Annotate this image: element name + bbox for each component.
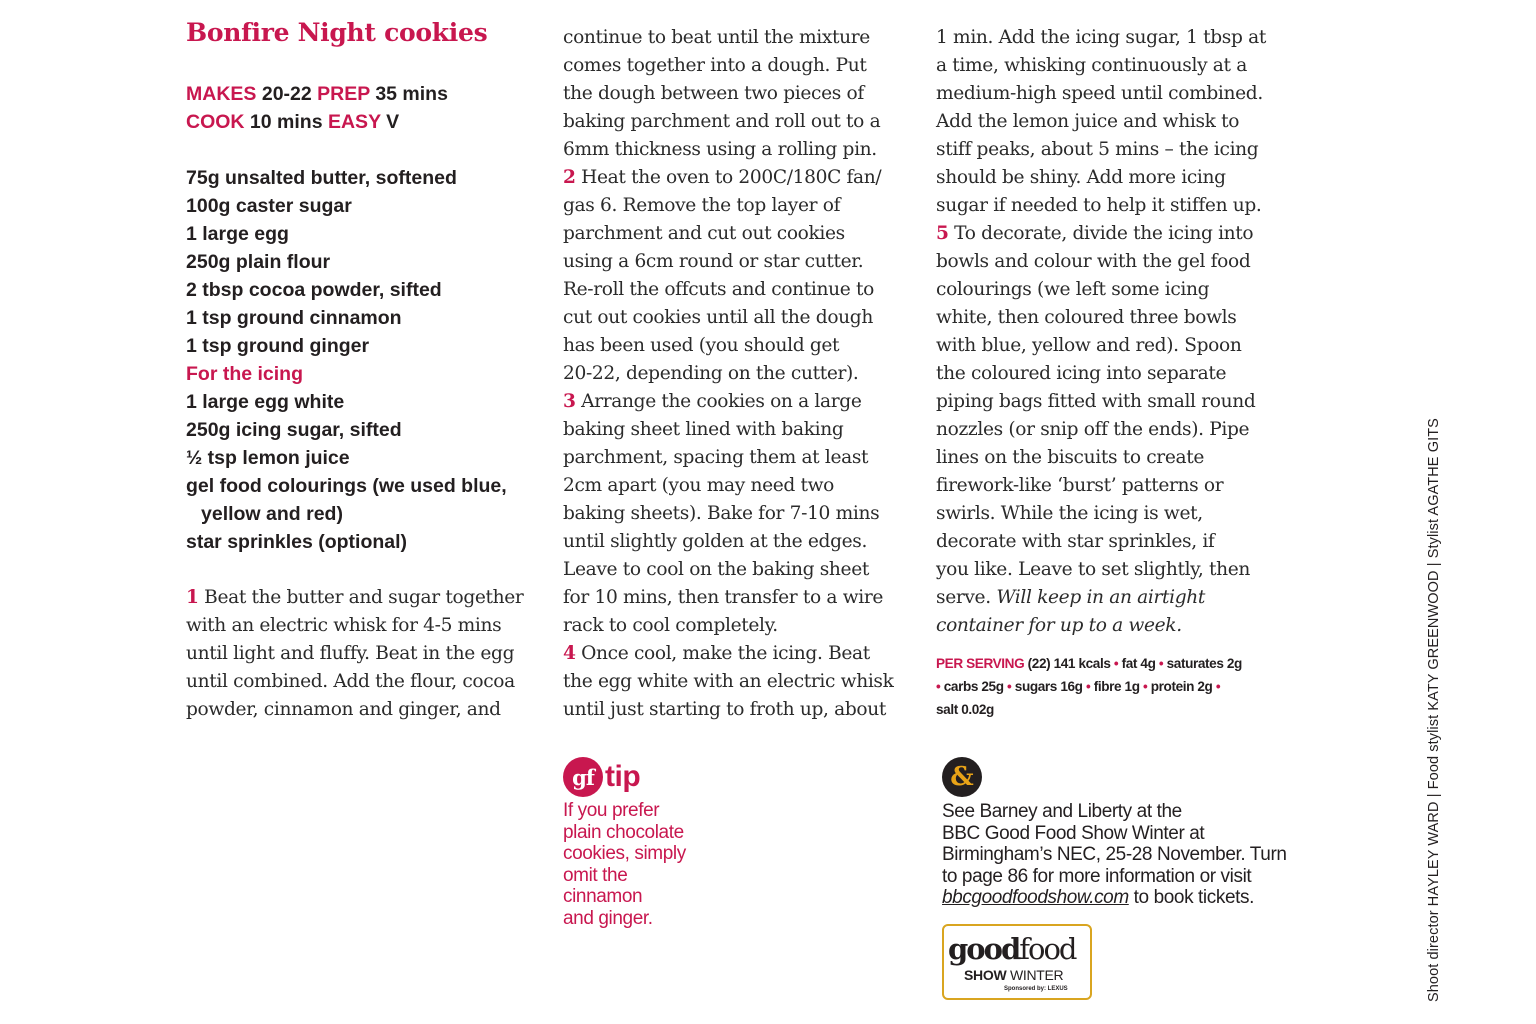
- step-number: 3: [563, 391, 576, 412]
- method-line: [936, 220, 1266, 248]
- carbs-value: carbs 25g: [943, 679, 1004, 694]
- sugars-value: sugars 16g: [1014, 679, 1083, 694]
- method-text: with blue, yellow and red). Spoon: [936, 335, 1242, 356]
- tip-line: cookies, simply: [563, 843, 686, 864]
- method-line: [936, 584, 1266, 612]
- method-column-2: [563, 24, 894, 724]
- method-line: [563, 248, 894, 276]
- recipe-title: Bonfire Night cookies: [186, 18, 488, 47]
- saturates-value: saturates 2g: [1166, 656, 1242, 671]
- ingredient-item: 250g icing sugar, sifted: [186, 419, 402, 441]
- makes-value: 20-22: [261, 83, 312, 105]
- method-line: [563, 528, 894, 556]
- method-text: the dough between two pieces of: [563, 83, 864, 104]
- ingredient-line: gel food colourings (we used blue,: [186, 475, 507, 497]
- tip-heading: tip: [605, 760, 641, 793]
- method-text: until slightly golden at the edges.: [563, 531, 868, 552]
- ampersand-badge-icon: &: [942, 757, 982, 797]
- separator-dot: •: [1113, 656, 1119, 671]
- method-column-3: [936, 24, 1266, 640]
- method-italic: container for up to a week.: [936, 615, 1182, 636]
- method-text: a time, whisking continuously at a: [936, 55, 1247, 76]
- method-text: decorate with star sprinkles, if: [936, 531, 1215, 552]
- method-italic: Will keep in an airtight: [996, 587, 1206, 608]
- method-line: [936, 24, 1266, 52]
- method-text: sugar if needed to help it stiffen up.: [936, 195, 1262, 216]
- meta-row-1: [186, 80, 448, 108]
- per-serving-label: PER SERVING: [936, 656, 1025, 671]
- method-text: parchment, spacing them at least: [563, 447, 869, 468]
- method-text: with an electric whisk for 4-5 mins: [186, 615, 502, 636]
- separator-dot: •: [1007, 679, 1012, 694]
- method-text: rack to cool completely.: [563, 615, 778, 636]
- prep-value: 35 mins: [375, 83, 448, 105]
- makes-label: MAKES: [186, 83, 257, 105]
- method-text: until combined. Add the flour, cocoa: [186, 671, 515, 692]
- method-text: 2cm apart (you may need two: [563, 475, 835, 496]
- icing-subheading: For the icing: [186, 363, 303, 385]
- protein-value: protein 2g: [1150, 679, 1213, 694]
- meta-row-2: [186, 108, 448, 136]
- method-line: [563, 192, 894, 220]
- method-text: using a 6cm round or star cutter.: [563, 251, 864, 272]
- method-line: [563, 80, 894, 108]
- ingredient-item: 250g plain flour: [186, 251, 331, 273]
- method-text: serve.: [936, 587, 997, 608]
- ingredient-item: 100g caster sugar: [186, 195, 352, 217]
- ingredient-item: 1 tsp ground ginger: [186, 335, 370, 357]
- fibre-value: fibre 1g: [1093, 679, 1140, 694]
- ingredient-item: [186, 472, 546, 528]
- method-text: Leave to cool on the baking sheet: [563, 559, 869, 580]
- ingredient-item: 1 large egg white: [186, 391, 345, 413]
- method-line: [936, 416, 1266, 444]
- show-website-link[interactable]: bbcgoodfoodshow.com: [942, 887, 1129, 908]
- method-line: [563, 108, 894, 136]
- promo-text: [942, 801, 1287, 909]
- method-text: until light and fluffy. Beat in the egg: [186, 643, 515, 664]
- method-line: [936, 388, 1266, 416]
- method-line: [936, 248, 1266, 276]
- promo-suffix: to book tickets.: [1128, 887, 1254, 908]
- method-line: [936, 304, 1266, 332]
- method-line: [936, 332, 1266, 360]
- method-text: you like. Leave to set slightly, then: [936, 559, 1250, 580]
- promo-line: See Barney and Liberty at the: [942, 801, 1182, 822]
- vegetarian-mark: V: [386, 111, 400, 133]
- method-line: [936, 556, 1266, 584]
- tip-line: and ginger.: [563, 907, 653, 929]
- tip-text: [563, 800, 686, 929]
- promo-line: BBC Good Food Show Winter at: [942, 822, 1205, 844]
- method-line: [563, 556, 894, 584]
- tip-line: cinnamon: [563, 886, 643, 907]
- method-line: [563, 220, 894, 248]
- method-text: Re-roll the offcuts and continue to: [563, 279, 874, 300]
- method-line: [563, 136, 894, 164]
- method-text: until just starting to froth up, about: [563, 699, 887, 720]
- method-line: [563, 276, 894, 304]
- method-line: [563, 640, 894, 668]
- method-text: gas 6. Remove the top layer of: [563, 195, 841, 216]
- method-line: [186, 584, 523, 612]
- method-text: bowls and colour with the gel food: [936, 251, 1251, 272]
- separator-dot: •: [1158, 656, 1164, 671]
- cook-value: 10 mins: [249, 111, 323, 133]
- method-line: [936, 52, 1266, 80]
- method-text: Heat the oven to 200C/180C fan/: [575, 167, 882, 188]
- recipe-meta: [186, 80, 448, 136]
- method-line: [563, 52, 894, 80]
- method-text: baking parchment and roll out to a: [563, 111, 881, 132]
- method-line: [936, 192, 1266, 220]
- separator-dot: •: [1215, 679, 1221, 694]
- ingredient-item: 1 large egg: [186, 223, 289, 245]
- method-column-1: [186, 584, 523, 724]
- method-line: [936, 472, 1266, 500]
- method-text: medium-high speed until combined.: [936, 83, 1263, 104]
- nutrition-line: [936, 652, 1242, 675]
- method-line: [936, 444, 1266, 472]
- ingredient-item: 75g unsalted butter, softened: [186, 167, 457, 189]
- tip-line: plain chocolate: [563, 821, 684, 843]
- method-text: cut out cookies until all the dough: [563, 307, 873, 328]
- method-text: Beat the butter and sugar together: [198, 587, 524, 608]
- method-line: [563, 696, 894, 724]
- method-line: [563, 612, 894, 640]
- step-number: 5: [936, 223, 949, 244]
- ingredient-item: ½ tsp lemon juice: [186, 447, 350, 469]
- separator-dot: •: [1085, 679, 1091, 694]
- method-text: for 10 mins, then transfer to a wire: [563, 587, 884, 608]
- promo-line: to page 86 for more information or visit: [942, 865, 1252, 887]
- method-line: [563, 388, 894, 416]
- ingredients-list: [186, 164, 546, 556]
- nutrition-line: [936, 675, 1242, 698]
- cook-label: COOK: [186, 111, 245, 133]
- method-text: should be shiny. Add more icing: [936, 167, 1226, 188]
- step-number: 4: [563, 643, 576, 664]
- logo-show-winter: [964, 967, 1063, 983]
- photo-credits: Shoot director HAYLEY WARD | Food stylist KATY GREENWOOD | Stylist AGATHE GITS: [1426, 418, 1442, 1002]
- promo-line: Birmingham’s NEC, 25-28 November. Turn: [942, 844, 1287, 865]
- logo-food: food: [1019, 932, 1076, 966]
- method-text: piping bags fitted with small round: [936, 391, 1256, 412]
- method-line: [563, 360, 894, 388]
- ingredient-item: 1 tsp ground cinnamon: [186, 307, 402, 329]
- nutrition-line: [936, 698, 1242, 721]
- method-text: has been used (you should get: [563, 335, 840, 356]
- nutrition-info: [936, 652, 1242, 721]
- method-line: [186, 612, 523, 640]
- method-text: comes together into a dough. Put: [563, 55, 867, 76]
- salt-value: salt 0.02g: [936, 702, 994, 717]
- method-line: [936, 528, 1266, 556]
- ingredient-item: star sprinkles (optional): [186, 531, 408, 553]
- ingredient-item: 2 tbsp cocoa powder, sifted: [186, 279, 442, 301]
- gf-badge-icon: gf: [563, 757, 603, 797]
- method-text: stiff peaks, about 5 mins – the icing: [936, 139, 1259, 160]
- method-line: [186, 640, 523, 668]
- logo-show: SHOW: [964, 967, 1007, 983]
- logo-sponsor: Sponsored by: LEXUS: [1004, 986, 1068, 992]
- good-food-show-logo: [942, 924, 1092, 1000]
- separator-dot: •: [936, 679, 941, 694]
- step-number: 2: [563, 167, 576, 188]
- method-text: the coloured icing into separate: [936, 363, 1227, 384]
- method-text: firework-like ‘burst’ patterns or: [936, 475, 1224, 496]
- logo-winter: WINTER: [1006, 967, 1064, 983]
- tip-header: [563, 757, 640, 797]
- method-line: [936, 136, 1266, 164]
- method-text: Once cool, make the icing. Beat: [575, 643, 870, 664]
- method-line: [186, 668, 523, 696]
- method-text: Add the lemon juice and whisk to: [936, 111, 1240, 132]
- easy-label: EASY: [327, 111, 381, 133]
- separator-dot: •: [1143, 679, 1148, 694]
- promo-line: [942, 887, 1287, 909]
- method-text: swirls. While the icing is wet,: [936, 503, 1203, 524]
- method-text: Arrange the cookies on a large: [575, 391, 862, 412]
- method-text: lines on the biscuits to create: [936, 447, 1205, 468]
- method-text: To decorate, divide the icing into: [948, 223, 1254, 244]
- method-text: parchment and cut out cookies: [563, 223, 845, 244]
- method-text: nozzles (or snip off the ends). Pipe: [936, 419, 1250, 440]
- method-text: the egg white with an electric whisk: [563, 671, 894, 692]
- method-text: baking sheet lined with baking: [563, 419, 844, 440]
- method-line: [186, 696, 523, 724]
- method-line: [563, 24, 894, 52]
- method-line: [563, 304, 894, 332]
- fat-value: fat 4g: [1121, 656, 1156, 671]
- method-line: [563, 164, 894, 192]
- step-number: 1: [186, 587, 199, 608]
- method-line: [563, 444, 894, 472]
- method-line: [936, 80, 1266, 108]
- logo-wordmark: [948, 932, 1075, 966]
- method-line: [563, 332, 894, 360]
- method-line: [936, 164, 1266, 192]
- method-line: [936, 612, 1266, 640]
- method-text: white, then coloured three bowls: [936, 307, 1237, 328]
- ingredient-line-continued: yellow and red): [201, 503, 343, 525]
- method-text: 1 min. Add the icing sugar, 1 tbsp at: [936, 27, 1266, 48]
- method-text: powder, cinnamon and ginger, and: [186, 699, 501, 720]
- logo-good: good: [948, 932, 1020, 966]
- method-line: [563, 668, 894, 696]
- method-line: [563, 472, 894, 500]
- tip-line: If you prefer: [563, 800, 660, 821]
- method-line: [563, 584, 894, 612]
- method-line: [563, 416, 894, 444]
- method-line: [936, 500, 1266, 528]
- method-line: [936, 108, 1266, 136]
- method-text: baking sheets). Bake for 7-10 mins: [563, 503, 880, 524]
- method-line: [563, 500, 894, 528]
- method-text: 6mm thickness using a rolling pin.: [563, 139, 877, 160]
- kcals-value: (22) 141 kcals: [1024, 656, 1114, 671]
- method-text: colourings (we left some icing: [936, 279, 1210, 300]
- tip-line: omit the: [563, 864, 628, 886]
- method-line: [936, 360, 1266, 388]
- method-line: [936, 276, 1266, 304]
- method-text: continue to beat until the mixture: [563, 27, 870, 48]
- method-text: 20-22, depending on the cutter).: [563, 363, 859, 384]
- prep-label: PREP: [317, 83, 370, 105]
